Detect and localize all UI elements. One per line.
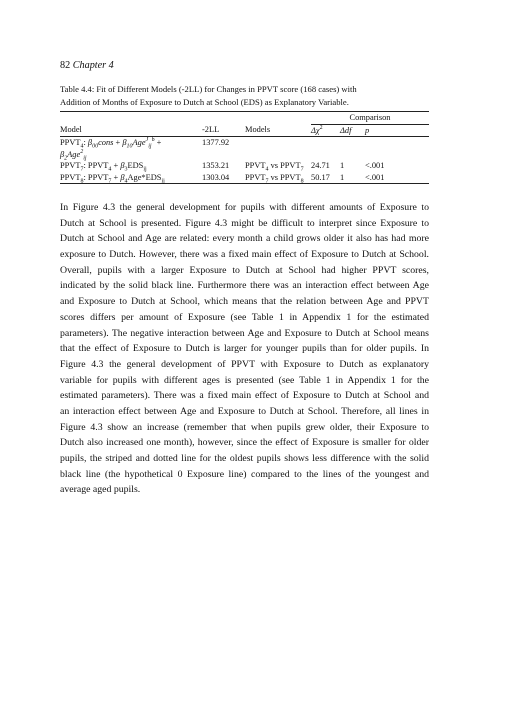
- model-cell: $PPVT_7$: $PPVT_4 + \beta_3EDS_{ij}$: [60, 161, 147, 173]
- p-cell: <.001: [365, 161, 385, 170]
- body-paragraph: [60, 200, 429, 498]
- text-line: variable for pupils with different ages is presented (see Table 1 in Appendix 1 for the: [60, 374, 429, 386]
- col-header-dchi: $\Delta\chi^2$: [311, 124, 340, 137]
- table-row: [60, 137, 429, 161]
- col-header-models: Models: [245, 124, 311, 137]
- text-line: that the effect of Exposure to Dutch is larger for younger pupils than for older pupils. In: [60, 343, 429, 355]
- caption-line-1: Table 4.4: Fit of Different Models (-2LL) for Changes in PPVT score (168 cases) with: [60, 84, 357, 94]
- text-line: an interaction effect between Age and Exposure to Dutch at School. Therefore, all lines in: [60, 405, 429, 417]
- ddf-cell: 1: [340, 161, 345, 170]
- p-cell: [365, 137, 429, 161]
- dchi-cell: 24.71: [311, 161, 330, 170]
- text-line: parameters). The negative interaction between Age and Exposure to Dutch at School means: [60, 327, 429, 339]
- text-line: Overall, pupils with a larger Exposure to Dutch at School had higher PPVT scores,: [60, 264, 429, 276]
- text-line: exposure to Dutch. However, there was a fixed main effect of Exposure to Dutch at School.: [60, 249, 429, 261]
- running-header: [60, 60, 114, 71]
- text-line: estimated parameters). There was a fixed main effect of Exposure to Dutch at School and: [60, 390, 429, 402]
- text-line: black line (the hypothetical 0 Exposure line) compared to the lines of the youngest and: [60, 468, 429, 480]
- table-row: [60, 160, 429, 172]
- model-fit-table: [60, 111, 429, 184]
- model-cell: $PPVT_8$: $PPVT_7 + \beta_4Age*EDS_{ij}$: [60, 172, 202, 184]
- ll-cell: 1377.92: [202, 138, 230, 147]
- text-line: Dutch at School and Age are related: every month a child grows older it also has had more: [60, 233, 429, 245]
- page-number: 82: [60, 60, 71, 71]
- text-line: Dutch also increased one month), however, since the effect of Exposure is smaller for older: [60, 437, 429, 449]
- col-header-ddf: Δdf: [340, 124, 365, 137]
- comparison-group-header: Comparison: [311, 112, 429, 125]
- p-cell: <.001: [365, 172, 429, 184]
- ddf-cell: [340, 137, 365, 161]
- text-line: Figure 4.3 the general development of PPVT with Exposure to Dutch as explanatory: [60, 358, 429, 370]
- dchi-cell: [311, 137, 340, 161]
- text-line: indicated by the solid black line. Furthermore there was an interaction effect between Age: [60, 280, 429, 292]
- caption-line-2: Addition of Months of Exposure to Dutch at School (EDS) as Explanatory Variable.: [60, 96, 349, 107]
- col-header-p: p: [365, 124, 429, 137]
- models-cell: $PPVT_7$ vs $PPVT_8$: [245, 172, 311, 184]
- text-line: In Figure 4.3 the general development for pupils with different amounts of Exposure to: [60, 202, 429, 213]
- text-line: Dutch at School is presented. Figure 4.3 might be difficult to interpret since Exposure to: [60, 217, 429, 229]
- model-cell: $PPVT_4$: $\beta_{00}cons + \beta_{10}Age^J_{ij}^b$ + $\beta_2Age^2_{ij}$: [60, 137, 162, 162]
- dchi-cell: 50.17: [311, 172, 340, 184]
- col-header-model: Model: [60, 124, 202, 137]
- table-row: [60, 172, 429, 184]
- text-line: pupils, the striped and dotted line for the oldest pupils shows less difference with the solid: [60, 453, 429, 464]
- table-caption: [60, 83, 429, 108]
- ll-cell: 1303.04: [202, 172, 245, 184]
- models-cell: [245, 137, 311, 161]
- text-line: average aged pupils.: [60, 484, 141, 496]
- text-line: scores differs per amount of Exposure (see Table 1 in Appendix 1 for the estimated: [60, 311, 429, 323]
- ll-cell: 1353.21: [202, 161, 230, 170]
- ddf-cell: 1: [340, 172, 365, 184]
- table-header-row: [60, 124, 429, 137]
- text-line: and Exposure to Dutch at School, which means that the relation between Age and PPVT: [60, 296, 429, 308]
- models-cell: $PPVT_4$ vs $PPVT_7$: [245, 161, 304, 173]
- chapter-title: Chapter 4: [72, 60, 114, 71]
- text-line: Figure 4.3 show an increase (remember that when pupils grew older, their Exposure to: [60, 421, 429, 433]
- col-header-ll: -2LL: [202, 124, 245, 137]
